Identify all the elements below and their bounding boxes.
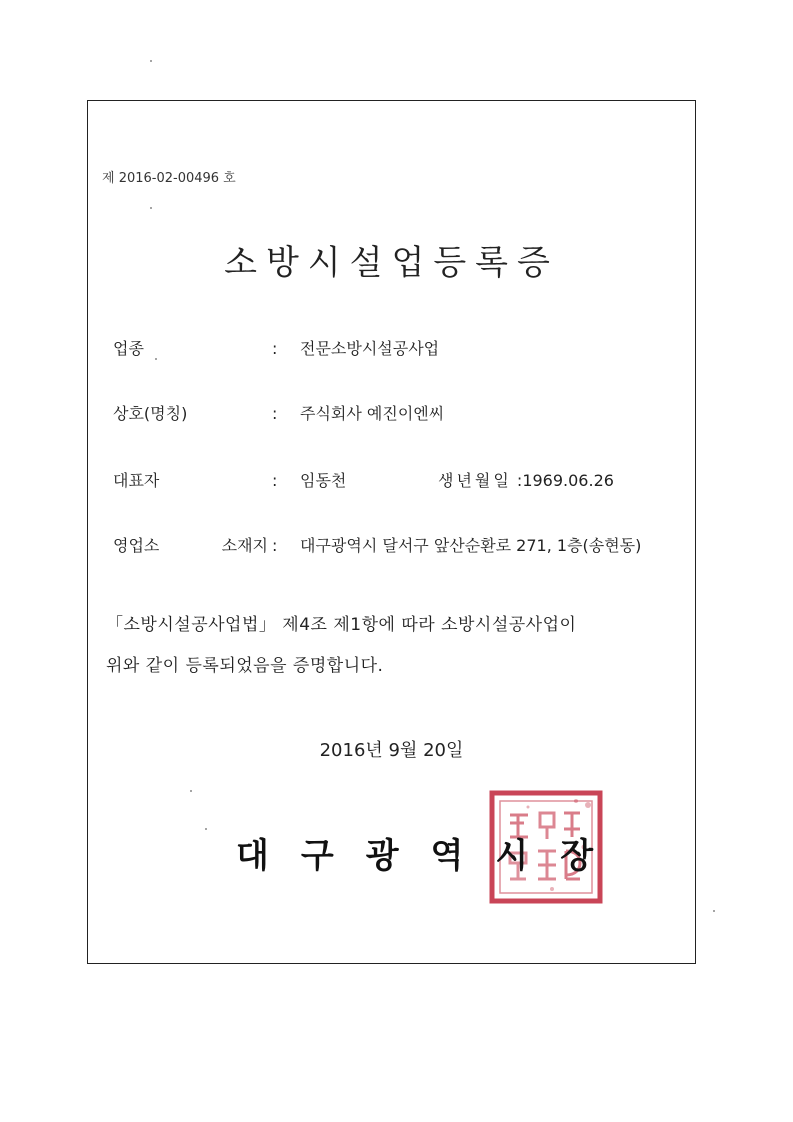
scan-speck [713,910,715,912]
birth-date-colon: : [516,471,523,490]
statement-line-1: 「소방시설공사업법」 제4조 제1항에 따라 소방시설공사업이 [106,615,577,635]
scan-speck [190,790,192,792]
scan-speck [155,358,157,360]
statement-line-2: 위와 같이 등록되었음을 증명합니다. [106,656,384,676]
field-value: 전문소방시설공사업 [300,339,440,358]
field-company-name [113,401,444,424]
scan-speck [150,60,152,62]
field-colon: : [272,471,278,490]
issue-date: 2016년 9월 20일 [319,740,464,761]
field-colon: : [272,339,278,358]
field-value: 임동천 [300,471,347,490]
field-colon: : [272,536,278,555]
field-value: 대구광역시 달서구 앞산순환로 271, 1층(송현동) [300,536,642,555]
issuer-name: 대구광역시장 [236,836,626,876]
field-value: 주식회사 예진이엔씨 [300,404,445,423]
field-label: 업종 [113,339,144,358]
certificate-frame [87,100,696,964]
field-colon: : [272,404,278,423]
field-label: 영업소 소재지 [113,536,268,555]
field-business-type [113,336,439,359]
certificate-title: 소방시설업등록증 [224,243,559,283]
field-label: 상호(명칭) [113,404,188,423]
field-birth-date [438,468,614,491]
field-office-address [113,533,641,556]
birth-date-label: 생년월일 [438,471,512,490]
scan-speck [150,207,152,209]
scan-speck [205,828,207,830]
registration-number: 제 2016-02-00496 호 [102,171,236,186]
birth-date-value: 1969.06.26 [522,471,614,490]
field-representative [113,468,346,491]
field-label: 대표자 [113,471,160,490]
